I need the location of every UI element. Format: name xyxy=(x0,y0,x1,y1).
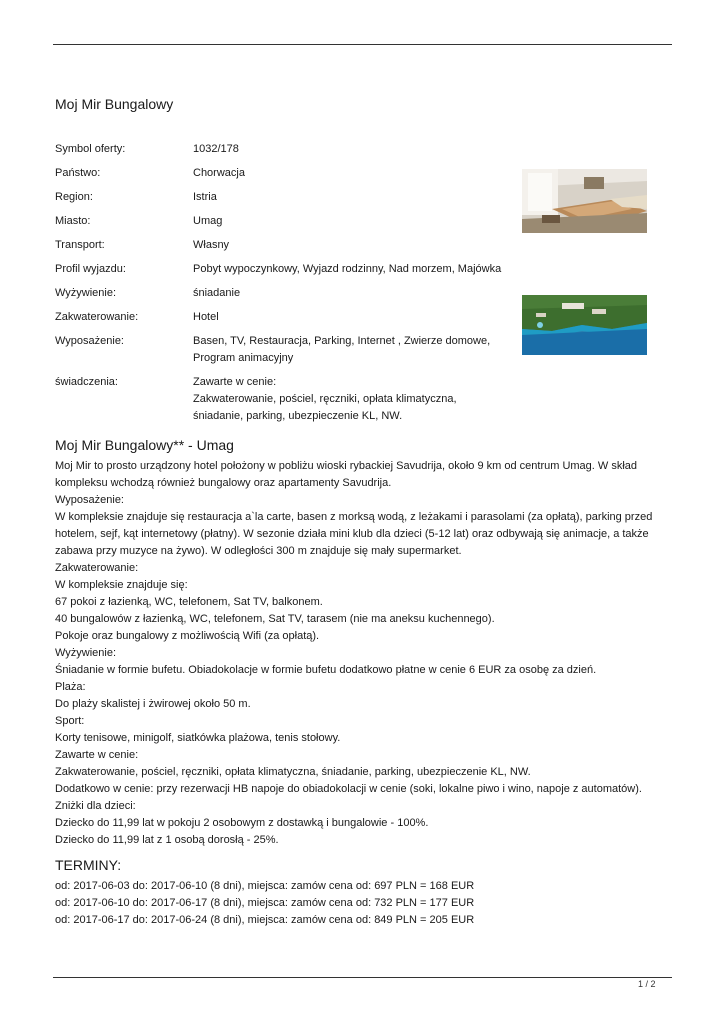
description-line: Sport: xyxy=(55,715,85,727)
spec-label: Transport: xyxy=(55,239,105,251)
spec-row xyxy=(55,237,515,254)
description-line: Wyżywienie: xyxy=(55,647,117,659)
spec-value xyxy=(193,374,515,425)
page-number: 1 / 2 xyxy=(638,979,656,989)
section-title: Moj Mir Bungalowy** - Umag xyxy=(55,437,234,453)
spec-row xyxy=(55,189,515,206)
description-line: 67 pokoi z łazienką, WC, telefonem, Sat TV, balkonem. xyxy=(55,596,323,608)
description-line: Dodatkowo w cenie: przy rezerwacji HB napoje do obiadokolacji w cenie (soki, lokalne piwo i wino, napoje z automatów). xyxy=(55,783,642,795)
spec-row xyxy=(55,141,515,158)
spec-value: Chorwacja xyxy=(193,167,245,179)
spec-value: 1032/178 xyxy=(193,143,239,155)
bottom-rule xyxy=(53,977,672,978)
term-item: od: 2017-06-10 do: 2017-06-17 (8 dni), miejsca: zamów cena od: 732 PLN = 177 EUR xyxy=(55,897,475,909)
description-line: Zakwaterowanie: xyxy=(55,562,139,574)
spec-label: Wyżywienie: xyxy=(55,287,117,299)
spec-label: Państwo: xyxy=(55,167,101,179)
description-line: Dziecko do 11,99 lat z 1 osobą dorosłą - 25%. xyxy=(55,834,279,846)
description-line: Zawarte w cenie: xyxy=(55,749,139,761)
spec-row xyxy=(55,261,515,278)
document-title: Moj Mir Bungalowy xyxy=(55,96,174,112)
description-line: Zniżki dla dzieci: xyxy=(55,800,136,812)
spec-label: Miasto: xyxy=(55,215,91,227)
spec-value-line: Zakwaterowanie, pościel, ręczniki, opłata klimatyczna, xyxy=(193,393,457,405)
description-line: kompleksu wchodzą również bungalowy oraz apartamenty Savudrija. xyxy=(55,477,392,489)
term-item: od: 2017-06-17 do: 2017-06-24 (8 dni), miejsca: zamów cena od: 849 PLN = 205 EUR xyxy=(55,914,475,926)
spec-value-line: Program animacyjny xyxy=(193,352,294,364)
spec-row xyxy=(55,309,515,326)
description-line: Dziecko do 11,99 lat w pokoju 2 osobowym z dostawką i bungalowie - 100%. xyxy=(55,817,429,829)
description-line: zabawa przy muzyce na żywo). W odległości 300 m znajduje się mały supermarket. xyxy=(55,545,462,557)
spec-row xyxy=(55,165,515,182)
spec-label: świadczenia: xyxy=(55,376,118,388)
spec-value-line: Basen, TV, Restauracja, Parking, Internet , Zwierze domowe, xyxy=(193,335,491,347)
description-line: 40 bungalowów z łazienką, WC, telefonem, Sat TV, tarasem (nie ma aneksu kuchennego). xyxy=(55,613,495,625)
description-line: W kompleksie znajduje się: xyxy=(55,579,188,591)
description-line: Do plaży skalistej i żwirowej około 50 m. xyxy=(55,698,251,710)
spec-row xyxy=(55,213,515,230)
description-line: hotelem, sejf, kąt internetowy (płatny). W sezonie działa mini klub dla dzieci (5-12 lat) oraz odbywają się animacje, a także xyxy=(55,528,649,540)
description-line: Wyposażenie: xyxy=(55,494,124,506)
description-line: Moj Mir to prosto urządzony hotel położony w pobliżu wioski rybackiej Savudrija, około 9 km od centrum Umag. W skład xyxy=(55,460,638,472)
spec-label: Profil wyjazdu: xyxy=(55,263,126,275)
top-rule xyxy=(53,44,672,45)
description-line: Pokoje oraz bungalowy z możliwością Wifi (za opłatą). xyxy=(55,630,320,642)
spec-label: Region: xyxy=(55,191,93,203)
spec-value xyxy=(193,333,515,367)
description-line: Plaża: xyxy=(55,681,86,693)
description-line: Śniadanie w formie bufetu. Obiadokolacje w formie bufetu dodatkowo płatne w cenie 6 EUR za osobę za dzień. xyxy=(55,664,597,676)
spec-value: Istria xyxy=(193,191,217,203)
description xyxy=(55,458,655,849)
spec-value: Własny xyxy=(193,239,230,251)
resort-aerial-photo xyxy=(522,295,647,355)
spec-value: Umag xyxy=(193,215,223,227)
offer-specs xyxy=(55,141,515,432)
spec-row xyxy=(55,374,515,425)
room-photo xyxy=(522,169,647,233)
spec-row xyxy=(55,333,515,367)
spec-value-line: Zawarte w cenie: xyxy=(193,376,277,388)
description-line: Korty tenisowe, minigolf, siatkówka plażowa, tenis stołowy. xyxy=(55,732,341,744)
spec-label: Symbol oferty: xyxy=(55,143,126,155)
spec-value-line: śniadanie, parking, ubezpieczenie KL, NW. xyxy=(193,410,403,422)
term-item: od: 2017-06-03 do: 2017-06-10 (8 dni), miejsca: zamów cena od: 697 PLN = 168 EUR xyxy=(55,880,475,892)
description-line: Zakwaterowanie, pościel, ręczniki, opłata klimatyczna, śniadanie, parking, ubezpieczenie KL, NW. xyxy=(55,766,531,778)
spec-value: śniadanie xyxy=(193,287,241,299)
spec-value: Hotel xyxy=(193,311,219,323)
spec-label: Zakwaterowanie: xyxy=(55,311,139,323)
spec-value: Pobyt wypoczynkowy, Wyjazd rodzinny, Nad morzem, Majówka xyxy=(193,263,502,275)
spec-label: Wyposażenie: xyxy=(55,335,124,347)
description-line: W kompleksie znajduje się restauracja a`la carte, basen z morksą wodą, z leżakami i parasolami (za opłatą), parking przed xyxy=(55,511,653,523)
terms-title: TERMINY: xyxy=(55,857,122,873)
spec-row xyxy=(55,285,515,302)
terms-list xyxy=(55,878,655,929)
